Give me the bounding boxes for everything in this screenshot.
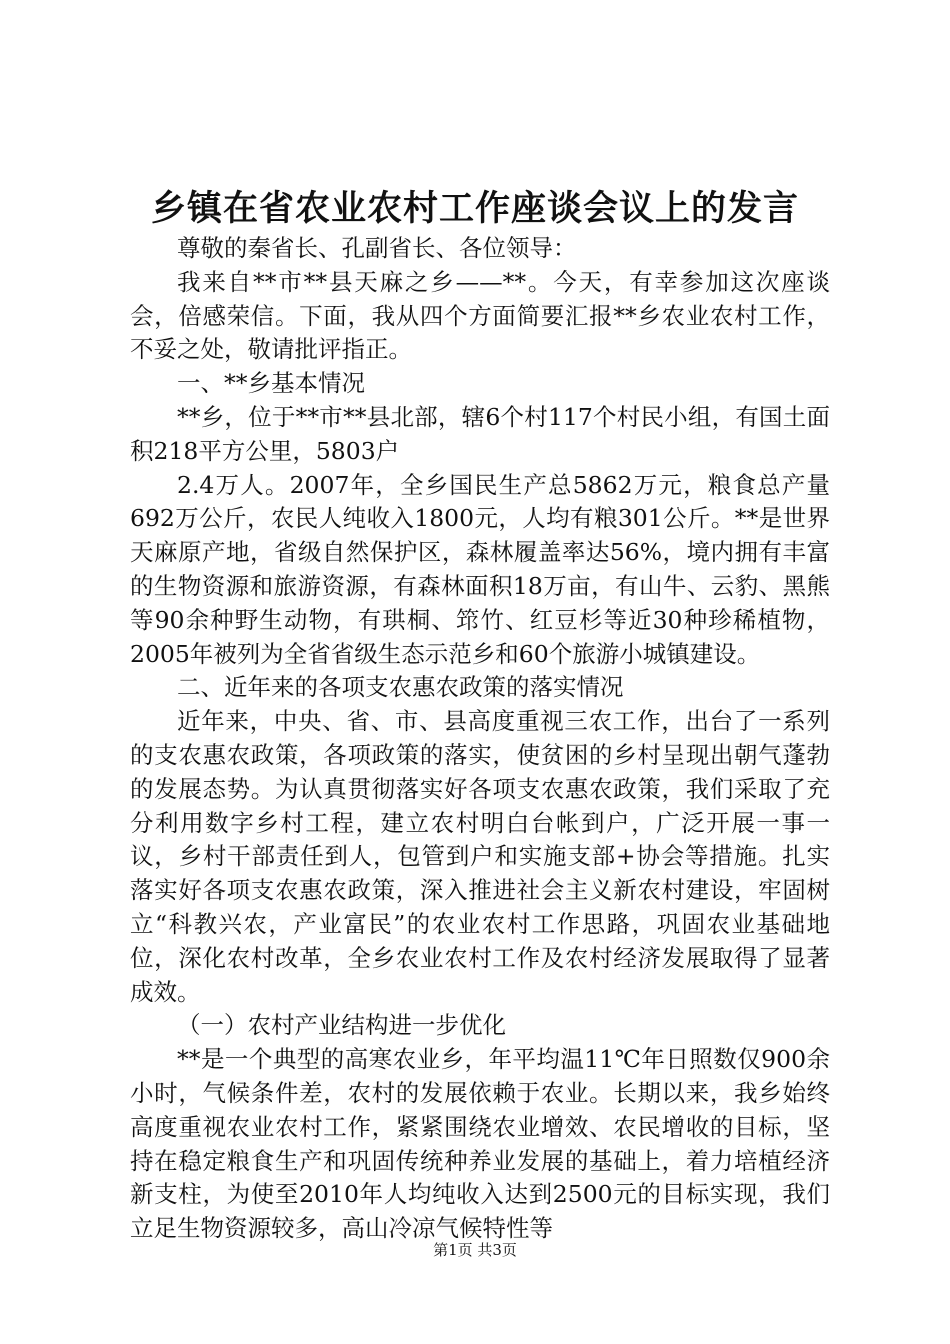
paragraph-industry: **是一个典型的高寒农业乡，年平均温11℃年日照数仅900余小时，气候条件差，农村的发展依赖于农业。长期以来，我乡始终高度重视农业农村工作，紧紧围绕农业增效、农民增收的目标，坚持在稳定粮食生产和巩固传统种养业发展的基础上，着力培植经济新支柱，为使至2010年人均纯收入达到2500元的目标实现，我们立足生物资源较多，高山冷凉气候特性等 <box>130 1045 830 1243</box>
paragraph-intro: 我来自**市**县天麻之乡——**。今天，有幸参加这次座谈会，倍感荣信。下面，我从四个方面简要汇报**乡农业农村工作，不妥之处，敬请批评指正。 <box>130 267 830 364</box>
section-heading-1: 一、**乡基本情况 <box>177 369 365 398</box>
page-number: 第1页 共3页 <box>433 1241 517 1259</box>
salutation: 尊敬的秦省长、孔副省长、各位领导： <box>177 234 577 262</box>
paragraph-statistics: 2.4万人。2007年，全乡国民生产总5862万元，粮食总产量692万公斤，农民人纯收入1800元，人均有粮301公斤。**是世界天麻原产地，省级自然保护区，森林履盖率达56%，境内拥有丰富的生物资源和旅游资源，有森林面积18万亩，有山牛、云豹、黑熊等90余种野生动物，有珙桐、筇竹、红豆杉等近30种珍稀植物，2005年被列为全省省级生态示范乡和60个旅游小城镇建设。 <box>130 470 830 668</box>
paragraph-policy: 近年来，中央、省、市、县高度重视三农工作，出台了一系列的支农惠农政策，各项政策的落实，使贫困的乡村呈现出朝气蓬勃的发展态势。为认真贯彻落实好各项支农惠农政策，我们采取了充分利用数字乡村工程，建立农村明白台帐到户，广泛开展一事一议，乡村干部责任到人，包管到户和实施支部+协会等措施。扎实落实好各项支农惠农政策，深入推进社会主义新农村建设，牢固树立“科教兴农，产业富民”的农业农村工作思路，巩固农业基础地位，深化农村改革，全乡农业农村工作及农村经济发展取得了显著成效。 <box>130 707 830 1006</box>
document-title: 乡镇在省农业农村工作座谈会议上的发言 <box>150 188 799 229</box>
document-body <box>130 232 830 1246</box>
section-heading-2: 二、近年来的各项支农惠农政策的落实情况 <box>177 673 624 702</box>
paragraph-basic-info: **乡，位于**市**县北部，辖6个村117个村民小组，有国土面积218平方公里，5803户 <box>130 402 830 465</box>
subsection-heading-1: （一）农村产业结构进一步优化 <box>177 1011 506 1040</box>
